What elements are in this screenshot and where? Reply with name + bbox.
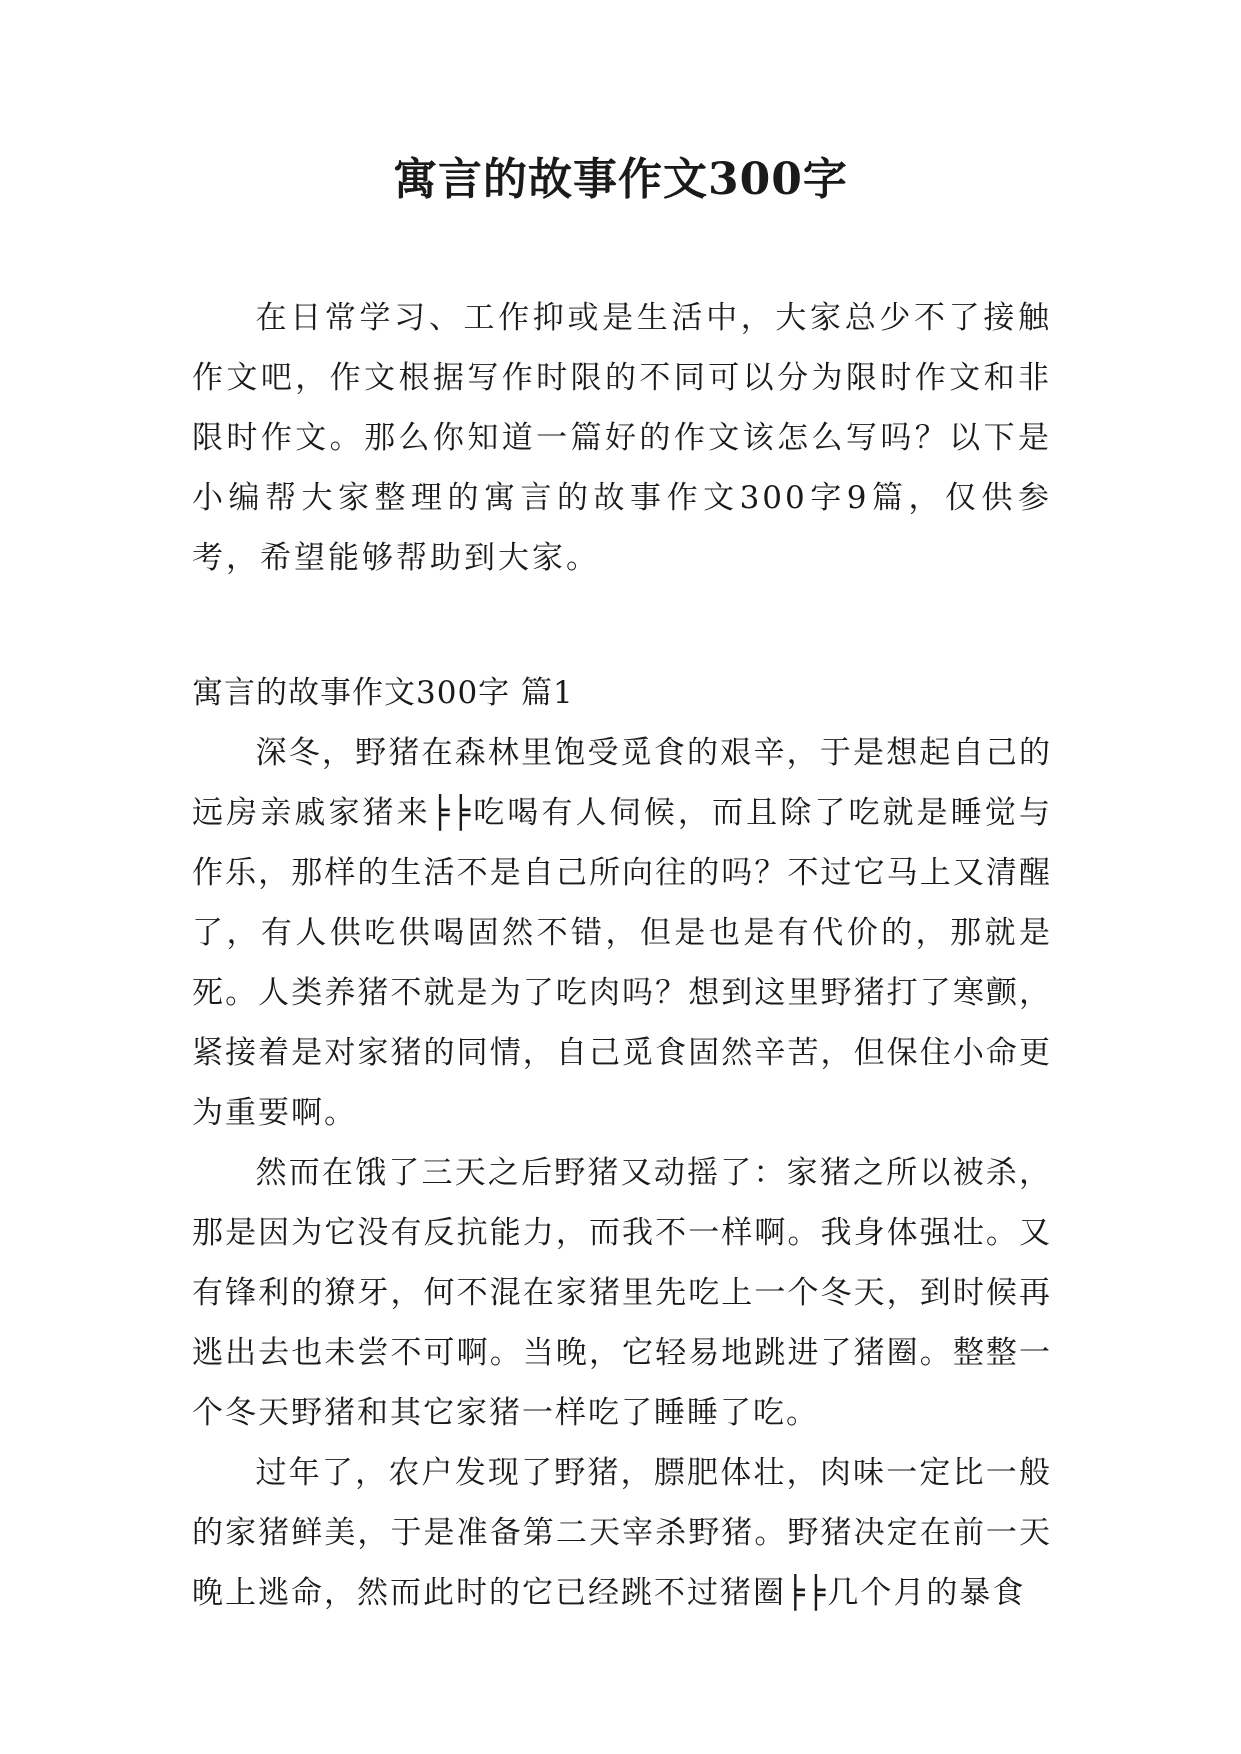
section-heading: 寓言的故事作文300字 篇1 [192, 675, 574, 711]
document-body [192, 288, 1052, 1623]
document-title: 寓言的故事作文300字 [393, 154, 848, 205]
intro-paragraph: 在日常学习、工作抑或是生活中，大家总少不了接触作文吧，作文根据写作时限的不同可以分为限时作文和非限时作文。那么你知道一篇好的作文该怎么写吗？以下是小编帮大家整理的寓言的故事作文300字9篇，仅供参考，希望能够帮助到大家。 [192, 300, 1052, 576]
story-paragraph-2: 然而在饿了三天之后野猪又动摇了：家猪之所以被杀，那是因为它没有反抗能力，而我不一样啊。我身体强壮。又有锋利的獠牙，何不混在家猪里先吃上一个冬天，到时候再逃出去也未尝不可啊。当晚，它轻易地跳进了猪圈。整整一个冬天野猪和其它家猪一样吃了睡睡了吃。 [192, 1155, 1052, 1431]
story-paragraph-3: 过年了，农户发现了野猪，膘肥体壮，肉味一定比一般的家猪鲜美，于是准备第二天宰杀野猪。野猪决定在前一天晚上逃命，然而此时的它已经跳不过猪圈╞╞几个月的暴食 [192, 1455, 1052, 1611]
section-spacer [192, 588, 1052, 663]
story-paragraph-1: 深冬，野猪在森林里饱受觅食的艰辛，于是想起自己的远房亲戚家猪来╞╞吃喝有人伺候，而且除了吃就是睡觉与作乐，那样的生活不是自己所向往的吗？不过它马上又清醒了，有人供吃供喝固然不错，但是也是有代价的，那就是死。人类养猪不就是为了吃肉吗？想到这里野猪打了寒颤，紧接着是对家猪的同情，自己觅食固然辛苦，但保住小命更为重要啊。 [192, 735, 1052, 1131]
